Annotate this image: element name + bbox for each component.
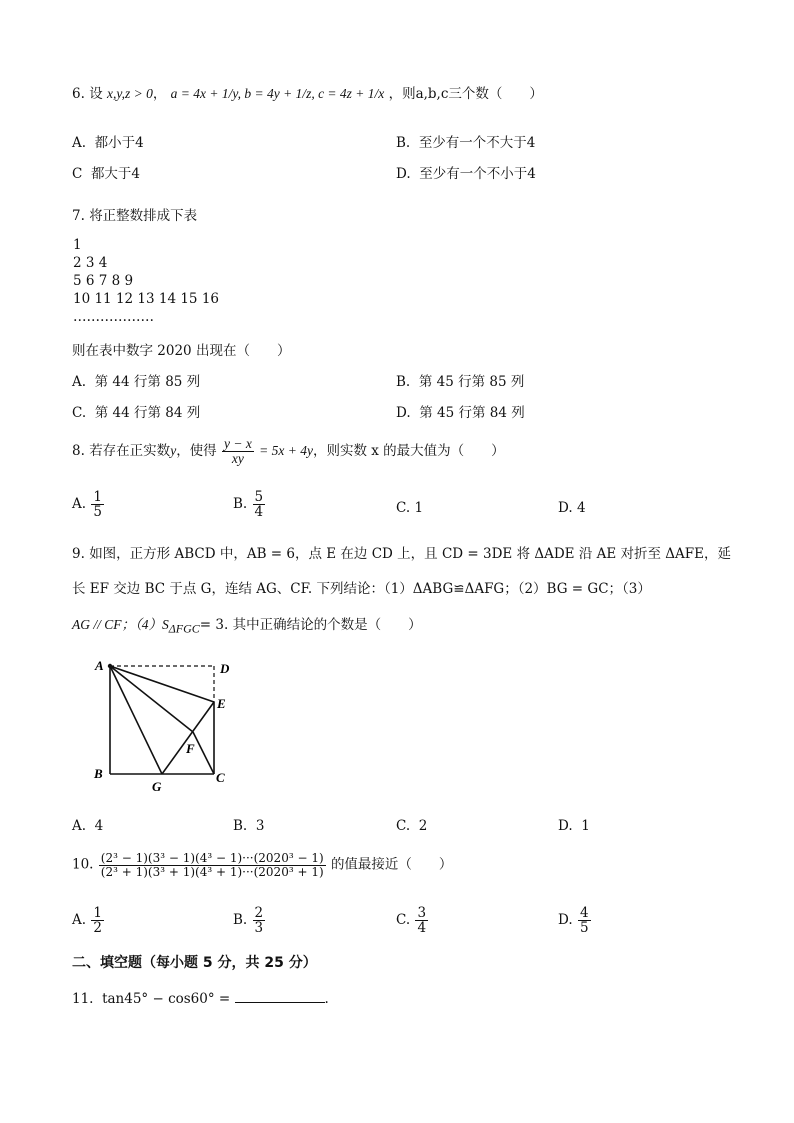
q8-option-c: C. 1 — [396, 500, 424, 516]
q10-stem: 10. $\frac{\text{(2³ − 1)(3³ − 1)(4³ − 1)···(2020³ − 1)}}{\text{(2³ + 1)(3³ + 1)(4³ + 1)···(2020³ + 1)}}$ 的值最接近（ ） — [72, 851, 453, 879]
q8-fraction: $\frac{y - x}{xy}$ — [223, 436, 252, 467]
answer-blank[interactable] — [235, 990, 325, 1003]
q8-option-d: D. 4 — [558, 500, 586, 516]
q7-option-d: D. 第 45 行第 84 列 — [396, 405, 525, 421]
q7-row: 10 11 12 13 14 15 16 — [73, 291, 219, 307]
q10-option-d: D. $\frac{4}{5}$ — [558, 905, 589, 937]
q9-stem-line1: 9. 如图，正方形 ABCD 中，AB = 6，点 E 在边 CD 上，且 CD = 3DE 将 ΔADE 沿 AE 对折至 ΔAFE，延 — [72, 546, 732, 562]
q8-stem: 8. 若存在正实数y，使得 $\frac{y - x}{xy}$ = 5x + 4y，则实数 x 的最大值为（ ） — [72, 436, 505, 467]
q10-option-c: C. $\frac{3}{4}$ — [396, 905, 427, 937]
q9-stem-line2: 长 EF 交边 BC 于点 G，连结 AG、CF. 下列结论：（1）ΔABG≌ΔAFG；（2）BG = GC；（3） — [72, 581, 651, 597]
figure-label-f: F — [186, 741, 195, 756]
q10-fraction: $\frac{\text{(2³ − 1)(3³ − 1)(4³ − 1)···(2020³ − 1)}}{\text{(2³ + 1)(3³ + 1)(4³ + 1)···(2020³ + 1)}}$ — [100, 851, 324, 879]
q9-option-a: A. 4 — [72, 818, 104, 834]
q6-option-d: D. 至少有一个不小于4 — [396, 166, 536, 182]
q6-option-b: B. 至少有一个不大于4 — [396, 135, 536, 151]
q6-number: 6. — [72, 86, 85, 102]
section-title: 二、填空题（每小题 5 分，共 25 分） — [72, 955, 317, 971]
q9-square-figure — [90, 655, 250, 800]
figure-label-a: A — [95, 658, 104, 673]
q7-row: 1 — [73, 237, 82, 253]
q6-option-a: A. 都小于4 — [72, 135, 144, 151]
q6-equations: a = 4x + 1/y, b = 4y + 1/z, c = 4z + 1/x — [170, 86, 385, 101]
q10-option-a: A. $\frac{1}{2}$ — [72, 905, 102, 937]
q7-row: ……………… — [73, 309, 154, 325]
q6-option-c: C 都大于4 — [72, 166, 141, 182]
q9-option-c: C. 2 — [396, 818, 428, 834]
q7-option-c: C. 第 44 行第 84 列 — [72, 405, 201, 421]
q7-row: 5 6 7 8 9 — [73, 273, 134, 289]
q8-option-b: B. $\frac{5}{4}$ — [233, 489, 264, 521]
q9-option-d: D. 1 — [558, 818, 590, 834]
q9-stem-line3: AG // CF；$(4)S_{\Delta FGC}= 3$. 其中正确结论的个数是（ ） — [72, 617, 422, 636]
figure-label-c: C — [216, 770, 225, 785]
q7-stem: 7. 将正整数排成下表 — [72, 208, 198, 224]
figure-label-b: B — [94, 766, 103, 781]
figure-label-d: D — [220, 661, 230, 676]
figure-label-g: G — [152, 779, 162, 794]
q8-option-a: A. $\frac{1}{5}$ — [72, 489, 102, 521]
q7-option-a: A. 第 44 行第 85 列 — [72, 374, 201, 390]
q10-option-b: B. $\frac{2}{3}$ — [233, 905, 264, 937]
q11-stem: 11. tan45° − cos60° = . — [72, 991, 329, 1007]
q7-number-table — [73, 236, 219, 326]
q6-condition: x,y,z > 0 — [106, 86, 153, 101]
q7-question: 则在表中数字 2020 出现在（ ） — [72, 343, 291, 359]
figure-label-e: E — [217, 696, 226, 711]
q7-row: 2 3 4 — [73, 255, 108, 271]
q7-option-b: B. 第 45 行第 85 列 — [396, 374, 525, 390]
q6-stem: 6. 设 x,y,z > 0， a = 4x + 1/y, b = 4y + 1/z, c = 4z + 1/x ，则a,b,c三个数（ ） — [72, 86, 543, 102]
q9-option-b: B. 3 — [233, 818, 265, 834]
